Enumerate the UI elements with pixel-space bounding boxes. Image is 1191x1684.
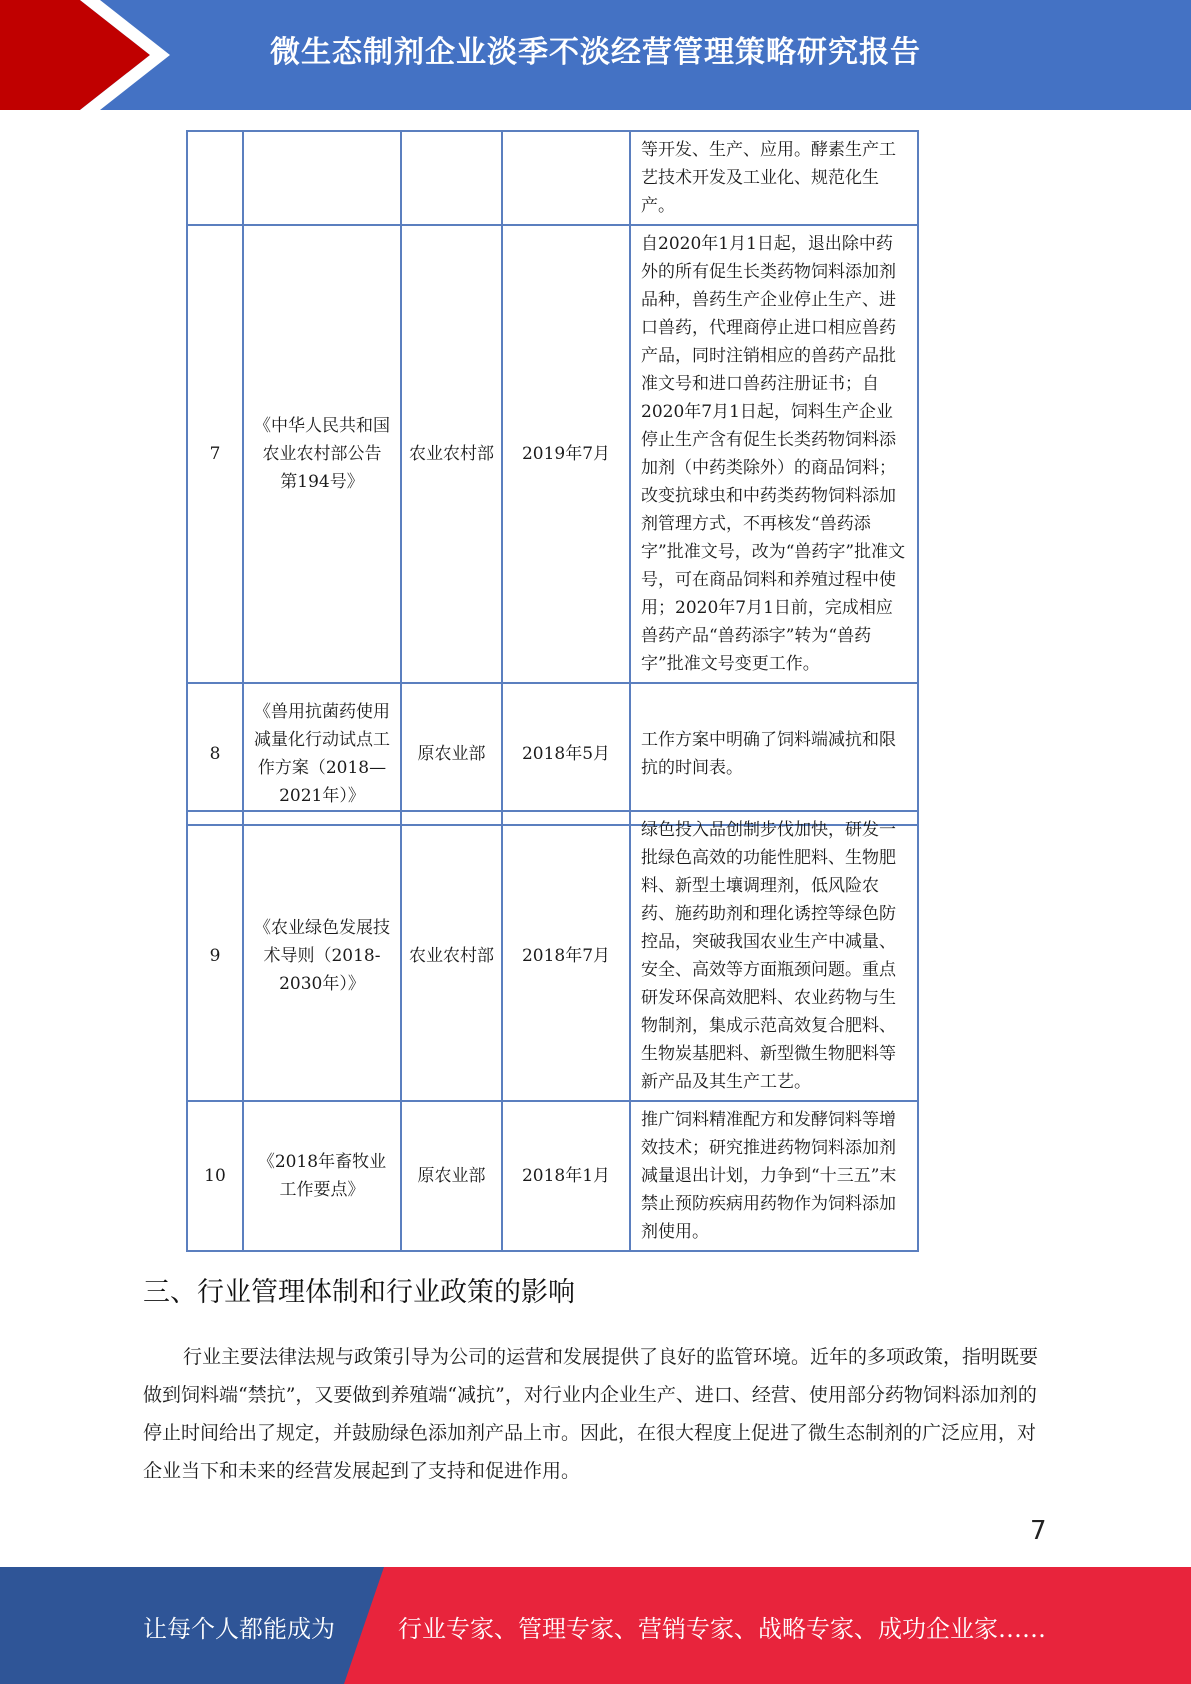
page-header — [0, 0, 1191, 110]
row-number: 7 — [187, 225, 243, 683]
issue-date: 2019年7月 — [502, 225, 630, 683]
table-row — [187, 131, 918, 225]
header-title: 微生态制剂企业淡季不淡经营管理策略研究报告 — [270, 35, 921, 70]
policy-table-part-2 — [186, 810, 919, 1252]
policy-name: 《2018年畜牧业工作要点》 — [243, 1101, 401, 1251]
issuing-department: 原农业部 — [401, 683, 502, 825]
policy-name: 《农业绿色发展技术导则（2018-2030年）》 — [243, 811, 401, 1101]
issuing-department: 原农业部 — [401, 1101, 502, 1251]
table-row — [187, 1101, 918, 1251]
issuing-department: 农业农村部 — [401, 225, 502, 683]
page-footer — [0, 1567, 1191, 1684]
policy-name: 《中华人民共和国农业农村部公告 第194号》 — [243, 225, 401, 683]
table-row — [187, 225, 918, 683]
row-number: 9 — [187, 811, 243, 1101]
issuing-department — [401, 131, 502, 225]
policy-description: 等开发、生产、应用。酵素生产工艺技术开发及工业化、规范化生产。 — [630, 131, 918, 225]
body-paragraph: 行业主要法律法规与政策引导为公司的运营和发展提供了良好的监管环境。近年的多项政策，指明既要做到饲料端“禁抗”，又要做到养殖端“减抗”，对行业内企业生产、进口、经营、使用部分药物饲料添加剂的停止时间给出了规定，并鼓励绿色添加剂产品上市。因此，在很大程度上促进了微生态制剂的广泛应用，对企业当下和未来的经营发展起到了支持和促进作用。 — [143, 1346, 1039, 1482]
issue-date — [502, 131, 630, 225]
policy-description: 工作方案中明确了饲料端减抗和限抗的时间表。 — [630, 683, 918, 825]
policy-table-part-1 — [186, 130, 919, 826]
issue-date: 2018年7月 — [502, 811, 630, 1101]
policy-name — [243, 131, 401, 225]
policy-description: 自2020年1月1日起，退出除中药外的所有促生长类药物饲料添加剂品种，兽药生产企业停止生产、进口兽药，代理商停止进口相应兽药产品，同时注销相应的兽药产品批准文号和进口兽药注册证书；自2020年7月1日起，饲料生产企业停止生产含有促生长类药物饲料添加剂（中药类除外）的商品饲料；改变抗球虫和中药类药物饲料添加剂管理方式，不再核发“兽药添字”批准文号，改为“兽药字”批准文号，可在商品饲料和养殖过程中使用；2020年7月1日前，完成相应兽药产品“兽药添字”转为“兽药字”批准文号变更工作。 — [630, 225, 918, 683]
issue-date: 2018年5月 — [502, 683, 630, 825]
section-heading: 三、行业管理体制和行业政策的影响 — [143, 1277, 575, 1308]
row-number: 10 — [187, 1101, 243, 1251]
footer-slogan-right: 行业专家、管理专家、营销专家、战略专家、成功企业家…… — [398, 1615, 1046, 1643]
table-row — [187, 683, 918, 825]
footer-slogan-left: 让每个人都能成为 — [143, 1615, 335, 1643]
policy-name: 《兽用抗菌药使用减量化行动试点工作方案（2018—2021年）》 — [243, 683, 401, 825]
issuing-department: 农业农村部 — [401, 811, 502, 1101]
table-row — [187, 811, 918, 1101]
row-number — [187, 131, 243, 225]
policy-description: 推广饲料精准配方和发酵饲料等增效技术；研究推进药物饲料添加剂减量退出计划，力争到“十三五”末禁止预防疾病用药物作为饲料添加剂使用。 — [630, 1101, 918, 1251]
page-number: 7 — [1030, 1516, 1047, 1546]
policy-description: 绿色投入品创制步伐加快，研发一批绿色高效的功能性肥料、生物肥料、新型土壤调理剂，低风险农药、施药助剂和理化诱控等绿色防控品，突破我国农业生产中减量、安全、高效等方面瓶颈问题。重点研发环保高效肥料、农业药物与生物制剂，集成示范高效复合肥料、生物炭基肥料、新型微生物肥料等新产品及其生产工艺。 — [630, 811, 918, 1101]
issue-date: 2018年1月 — [502, 1101, 630, 1251]
row-number: 8 — [187, 683, 243, 825]
